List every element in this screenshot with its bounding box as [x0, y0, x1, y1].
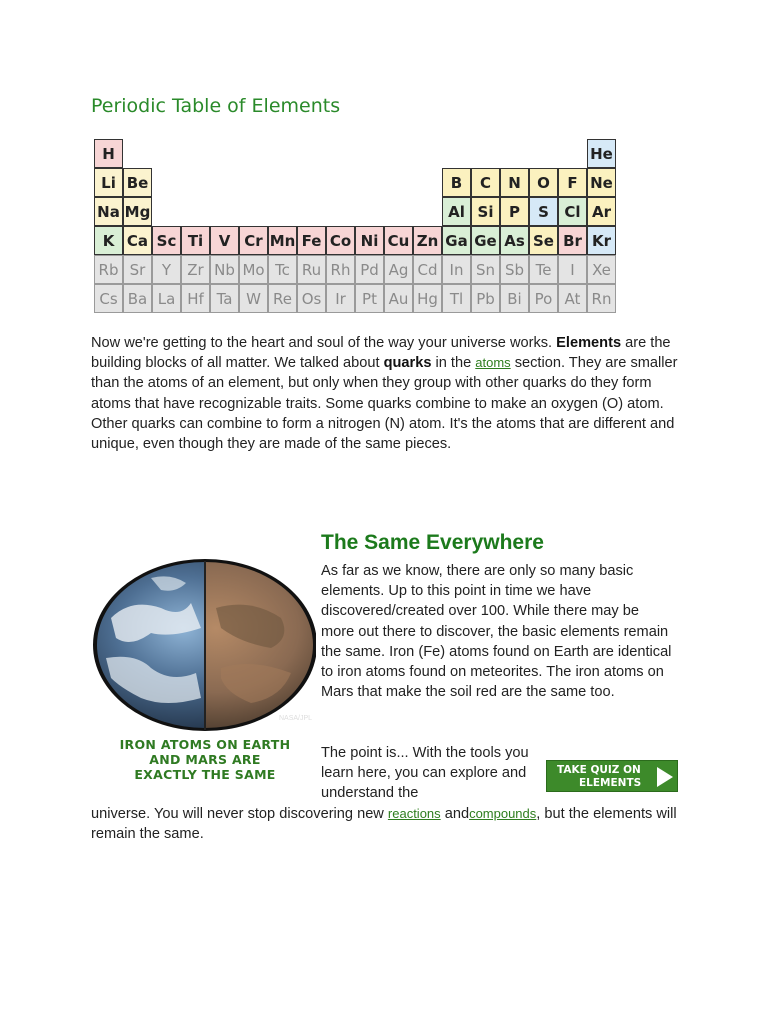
element-cell-ne: Ne	[587, 168, 616, 197]
element-cell-sb: Sb	[500, 255, 529, 284]
intro-paragraph	[91, 333, 681, 454]
element-cell-ba: Ba	[123, 284, 152, 313]
element-cell-o: O	[529, 168, 558, 197]
take-quiz-label-1: TAKE QUIZ ON	[557, 764, 641, 776]
element-cell-co: Co	[326, 226, 355, 255]
section-body: As far as we know, there are only so many basic elements. Up to this point in time we have discovered/created over 100. While there may be more out there to discover, the basic elements remain the same. Iron (Fe) atoms found on Earth are identical to iron atoms found on meteorites. The iron atoms on Mars that make the soil red are the same too.	[321, 563, 672, 701]
element-cell-si: Si	[471, 197, 500, 226]
body-text: and	[440, 806, 470, 822]
element-cell-xe: Xe	[587, 255, 616, 284]
element-cell-w: W	[239, 284, 268, 313]
element-cell-ta: Ta	[210, 284, 239, 313]
quarks-bold: quarks	[383, 355, 432, 372]
element-cell-cd: Cd	[413, 255, 442, 284]
element-cell-pt: Pt	[355, 284, 384, 313]
element-cell-at: At	[558, 284, 587, 313]
element-cell-hf: Hf	[181, 284, 210, 313]
element-cell-hg: Hg	[413, 284, 442, 313]
element-cell-li: Li	[94, 168, 123, 197]
element-cell-as: As	[500, 226, 529, 255]
element-cell-cr: Cr	[239, 226, 268, 255]
element-cell-cl: Cl	[558, 197, 587, 226]
element-cell-mo: Mo	[239, 255, 268, 284]
element-cell-au: Au	[384, 284, 413, 313]
element-cell-rh: Rh	[326, 255, 355, 284]
element-cell-bi: Bi	[500, 284, 529, 313]
element-cell-ir: Ir	[326, 284, 355, 313]
element-cell-te: Te	[529, 255, 558, 284]
take-quiz-button[interactable]	[546, 760, 678, 792]
element-cell-na: Na	[94, 197, 123, 226]
element-cell-mn: Mn	[268, 226, 297, 255]
element-cell-y: Y	[152, 255, 181, 284]
element-cell-rb: Rb	[94, 255, 123, 284]
element-cell-nb: Nb	[210, 255, 239, 284]
element-cell-sn: Sn	[471, 255, 500, 284]
element-cell-c: C	[471, 168, 500, 197]
image-caption: IRON ATOMS ON EARTH AND MARS ARE EXACTLY THE SAME	[119, 737, 291, 782]
element-cell-be: Be	[123, 168, 152, 197]
element-cell-i: I	[558, 255, 587, 284]
section-heading: The Same Everywhere	[321, 531, 544, 554]
intro-text: in the	[431, 355, 476, 372]
element-cell-cu: Cu	[384, 226, 413, 255]
intro-text: section. They are smaller than the atoms of an element, but only when they group with other quarks do they form atoms that have recognizable traits. Some quarks combine to make an oxygen (O) atom. Other quarks can combine to form a nitrogen (N) atom. It's the atoms that are different and unique, even though they are made of the same pieces.	[91, 355, 678, 453]
element-cell-in: In	[442, 255, 471, 284]
element-cell-la: La	[152, 284, 181, 313]
element-cell-h: H	[94, 139, 123, 168]
element-cell-se: Se	[529, 226, 558, 255]
element-cell-sr: Sr	[123, 255, 152, 284]
intro-text: are the building blocks of all matter. We talked about	[91, 335, 671, 372]
atoms-link[interactable]: atoms	[475, 355, 511, 371]
element-cell-ga: Ga	[442, 226, 471, 255]
element-cell-al: Al	[442, 197, 471, 226]
point-paragraph-end	[91, 804, 691, 844]
element-cell-po: Po	[529, 284, 558, 313]
image-credit: NASA/JPL	[279, 715, 313, 722]
element-cell-mg: Mg	[123, 197, 152, 226]
element-cell-he: He	[587, 139, 616, 168]
element-cell-n: N	[500, 168, 529, 197]
element-cell-ti: Ti	[181, 226, 210, 255]
elements-bold: Elements	[556, 335, 622, 351]
page-title: Periodic Table of Elements	[91, 95, 341, 117]
earth-mars-image	[91, 558, 316, 733]
element-cell-kr: Kr	[587, 226, 616, 255]
element-cell-os: Os	[297, 284, 326, 313]
element-cell-ca: Ca	[123, 226, 152, 255]
element-cell-zr: Zr	[181, 255, 210, 284]
element-cell-ar: Ar	[587, 197, 616, 226]
element-cell-re: Re	[268, 284, 297, 313]
take-quiz-label-2: ELEMENTS	[579, 777, 642, 789]
body-text: universe. You will never stop discovering new	[91, 806, 388, 822]
intro-text: Now we're getting to the heart and soul of the way your universe works.	[91, 335, 557, 351]
element-cell-ni: Ni	[355, 226, 384, 255]
element-cell-f: F	[558, 168, 587, 197]
play-arrow-icon	[657, 767, 673, 787]
point-paragraph-start: The point is... With the tools you learn here, you can explore and understand the	[321, 745, 529, 802]
element-cell-br: Br	[558, 226, 587, 255]
element-cell-zn: Zn	[413, 226, 442, 255]
reactions-link[interactable]: reactions	[387, 806, 441, 821]
element-cell-ag: Ag	[384, 255, 413, 284]
element-cell-tc: Tc	[268, 255, 297, 284]
element-cell-v: V	[210, 226, 239, 255]
element-cell-rn: Rn	[587, 284, 616, 313]
element-cell-p: P	[500, 197, 529, 226]
element-cell-tl: Tl	[442, 284, 471, 313]
element-cell-cs: Cs	[94, 284, 123, 313]
element-cell-b: B	[442, 168, 471, 197]
body-text: , but the elements will remain the same.	[91, 806, 677, 843]
element-cell-ge: Ge	[471, 226, 500, 255]
element-cell-pd: Pd	[355, 255, 384, 284]
element-cell-pb: Pb	[471, 284, 500, 313]
periodic-table-image	[94, 139, 616, 313]
element-cell-k: K	[94, 226, 123, 255]
element-cell-ru: Ru	[297, 255, 326, 284]
element-cell-s: S	[529, 197, 558, 226]
compounds-link[interactable]: compounds	[469, 806, 537, 821]
element-cell-fe: Fe	[297, 226, 326, 255]
element-cell-sc: Sc	[152, 226, 181, 255]
